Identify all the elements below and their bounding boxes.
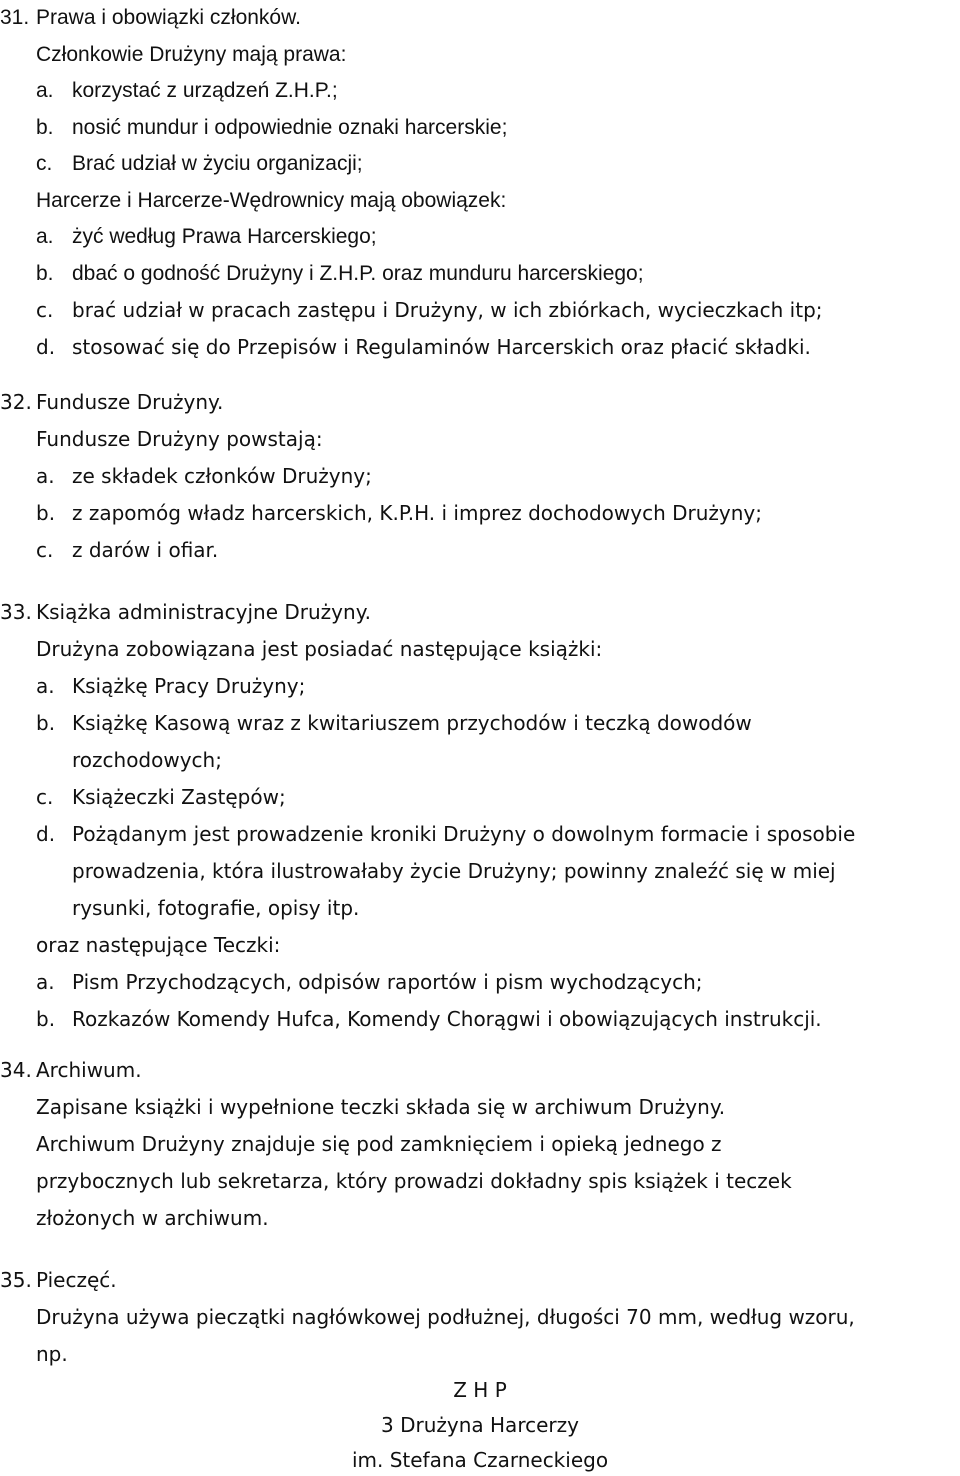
line-text: Fundusze Drużyny powstają: [36,427,323,451]
stamp-line: im. Stefana Czarneckiego [351,1448,609,1472]
line-text: oraz następujące Teczki: [36,933,281,957]
duties-item [0,296,960,326]
books-item-line [0,783,960,813]
rights-item [0,150,960,180]
line-text: z zapomóg władz harcerskich, K.P.H. i imprez dochodowych Drużyny; [72,501,762,525]
line-text: Członkowie Drużyny mają prawa: [36,42,347,66]
line-text: przybocznych lub sekretarza, który prowadzi dokładny spis książek i teczek [36,1169,792,1193]
duties-item [0,333,960,363]
line-text: Rozkazów Komendy Hufca, Komendy Chorągwi i obowiązujących instrukcji. [72,1007,822,1031]
line-text: Książkę Pracy Drużyny; [72,674,306,698]
folders-item [0,1005,960,1035]
books-item-line [0,746,960,776]
funds-item [0,499,960,529]
funds-item [0,536,960,566]
rights-item [0,77,960,107]
section-number: 32. [0,390,32,414]
section-35-heading [0,1266,960,1296]
section-34-heading [0,1056,960,1086]
rights-intro [0,41,960,71]
line-text: korzystać z urządzeń Z.H.P.; [72,79,338,102]
line-text: Książkę Kasową wraz z kwitariuszem przychodów i teczką dowodów [72,711,752,735]
list-marker: d. [36,334,56,359]
line-text: Pożądanym jest prowadzenie kroniki Drużyny o dowolnym formacie i sposobie [72,822,856,846]
section-title: Książka administracyjne Drużyny. [36,600,372,624]
stamp-line: Z H P [453,1378,507,1402]
books-item-line [0,672,960,702]
seal-line [0,1340,960,1370]
section-33-heading [0,598,960,628]
list-marker: b. [36,261,54,285]
section-title: Pieczęć. [36,1268,117,1292]
funds-item [0,462,960,492]
line-text: dbać o godność Drużyny i Z.H.P. oraz munduru harcerskiego; [72,261,644,285]
archive-line [0,1130,960,1160]
section-number: 31. [0,6,30,29]
line-text: stosować się do Przepisów i Regulaminów Harcerskich oraz płacić składki. [72,334,811,359]
list-marker: a. [36,674,55,698]
list-marker: a. [36,464,55,488]
section-31-heading [0,4,960,34]
duties-item [0,223,960,253]
line-text: nosić mundur i odpowiednie oznaki harcerskie; [72,115,508,139]
rights-item [0,114,960,144]
line-text: Zapisane książki i wypełnione teczki składa się w archiwum Drużyny. [36,1095,726,1119]
books-item-line [0,709,960,739]
list-marker: a. [36,79,54,102]
section-number: 34. [0,1058,32,1082]
duties-intro [0,187,960,217]
list-marker: a. [36,225,54,248]
list-marker: c. [36,298,54,322]
line-text: Pism Przychodzących, odpisów raportów i pism wychodzących; [72,970,703,994]
list-marker: c. [36,152,53,175]
archive-line [0,1204,960,1234]
line-text: ze składek członków Drużyny; [72,464,372,488]
funds-intro [0,425,960,455]
archive-line [0,1093,960,1123]
section-title: Archiwum. [36,1058,142,1082]
line-text: z darów i ofiar. [72,538,219,562]
list-marker: b. [36,501,56,525]
books-item-line [0,894,960,924]
line-text: żyć według Prawa Harcerskiego; [72,225,377,248]
line-text: prowadzenia, która ilustrowałaby życie Drużyny; powinny znaleźć się w miej [72,859,836,883]
books-item-line [0,820,960,850]
line-text: rozchodowych; [72,748,222,772]
line-text: Książeczki Zastępów; [72,785,286,809]
section-title: Prawa i obowiązki członków. [36,6,301,29]
list-marker: b. [36,1007,56,1031]
line-text: rysunki, fotografie, opisy itp. [72,896,360,920]
seal-line [0,1303,960,1333]
list-marker: a. [36,970,55,994]
books-intro [0,635,960,665]
list-marker: d. [36,822,56,846]
list-marker: b. [36,115,54,139]
line-text: Drużyna zobowiązana jest posiadać następujące książki: [36,637,603,661]
stamp-line: 3 Drużyna Harcerzy [381,1413,579,1437]
folders-intro [0,931,960,961]
books-item-line [0,857,960,887]
line-text: Archiwum Drużyny znajduje się pod zamknięciem i opieką jednego z [36,1132,722,1156]
section-number: 35. [0,1268,32,1292]
folders-item [0,968,960,998]
line-text: brać udział w pracach zastępu i Drużyny, w ich zbiórkach, wycieczkach itp; [72,298,823,322]
list-marker: c. [36,785,54,809]
line-text: np. [36,1342,68,1366]
section-32-heading [0,388,960,418]
archive-line [0,1167,960,1197]
list-marker: c. [36,538,54,562]
duties-item [0,260,960,290]
section-title: Fundusze Drużyny. [36,390,224,414]
line-text: Brać udział w życiu organizacji; [72,152,363,175]
list-marker: b. [36,711,56,735]
line-text: Drużyna używa pieczątki nagłówkowej podłużnej, długości 70 mm, według wzoru, [36,1305,855,1329]
line-text: złożonych w archiwum. [36,1206,269,1230]
section-number: 33. [0,600,32,624]
line-text: Harcerze i Harcerze-Wędrownicy mają obowiązek: [36,188,507,212]
